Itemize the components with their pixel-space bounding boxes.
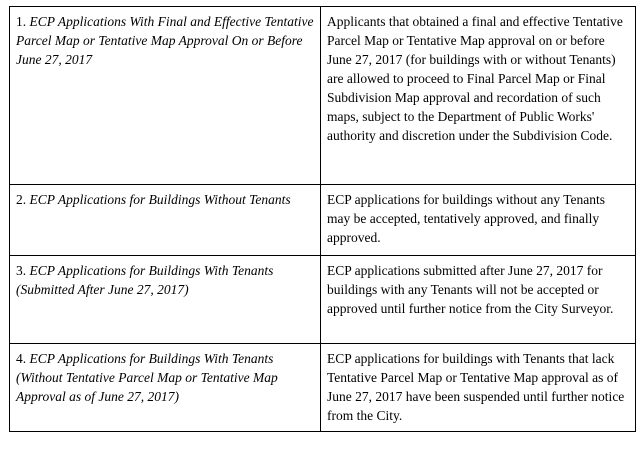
table-row <box>10 185 636 256</box>
row-heading: ECP Applications for Buildings Without Tenants <box>29 192 291 207</box>
row-description-cell <box>321 344 636 432</box>
row-number: 2. <box>16 192 27 207</box>
row-number: 1. <box>16 14 27 29</box>
table-row <box>10 7 636 185</box>
row-description-cell <box>321 7 636 185</box>
row-heading-cell <box>10 256 321 344</box>
row-heading: ECP Applications for Buildings With Tenants (Without Tentative Parcel Map or Tentative Map Approval as of June 27, 2017) <box>16 351 278 404</box>
table-row <box>10 344 636 432</box>
row-heading: ECP Applications for Buildings With Tenants (Submitted After June 27, 2017) <box>16 263 274 297</box>
row-description-cell <box>321 185 636 256</box>
row-heading: ECP Applications With Final and Effective Tentative Parcel Map or Tentative Map Approval On or Before June 27, 2017 <box>16 14 314 67</box>
table-row <box>10 256 636 344</box>
row-description-cell <box>321 256 636 344</box>
row-heading-cell <box>10 7 321 185</box>
ecp-applications-table <box>9 6 636 432</box>
row-description: ECP applications for buildings without any Tenants may be accepted, tentatively approved, and finally approved. <box>327 192 606 245</box>
row-description: ECP applications for buildings with Tenants that lack Tentative Parcel Map or Tentative Map approval as of June 27, 2017 have been suspended until further notice from the City. <box>327 351 625 423</box>
row-description: ECP applications submitted after June 27, 2017 for buildings with any Tenants will not be accepted or approved until further notice from the City Surveyor. <box>327 263 614 316</box>
row-description: Applicants that obtained a final and effective Tentative Parcel Map or Tentative Map approval on or before June 27, 2017 (for buildings with or without Tenants) are allowed to proceed to Final Parcel Map or Final Subdivision Map approval and recordation of such maps, subject to the Department of Public Works' authority and discretion under the Subdivision Code. <box>327 14 623 143</box>
row-heading-cell <box>10 185 321 256</box>
row-number: 3. <box>16 263 27 278</box>
row-number: 4. <box>16 351 27 366</box>
row-heading-cell <box>10 344 321 432</box>
